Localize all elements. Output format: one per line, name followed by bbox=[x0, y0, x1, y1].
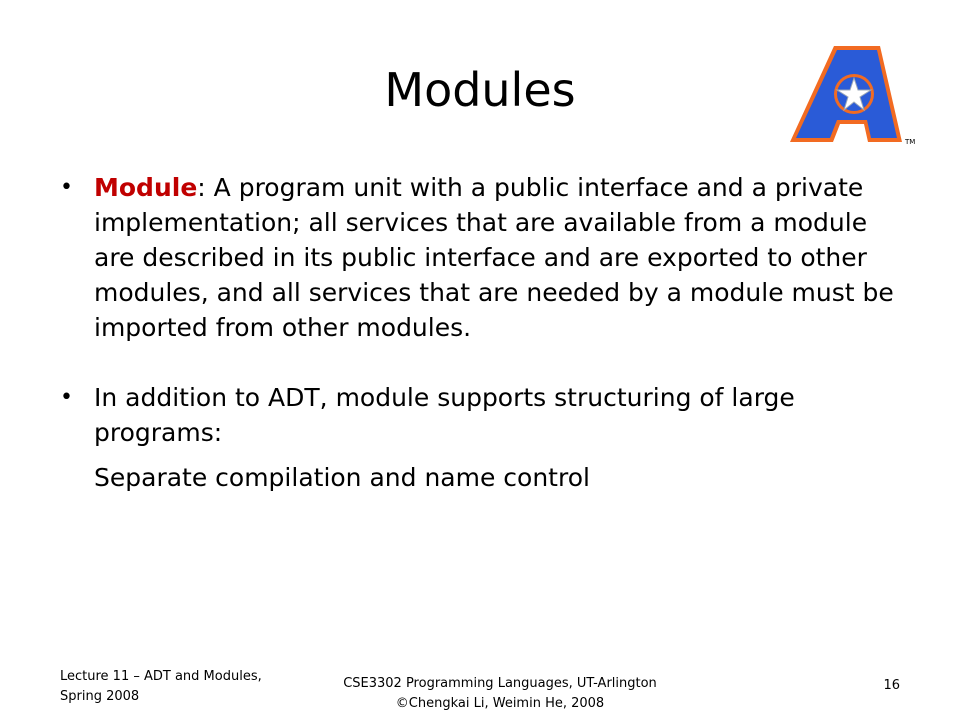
svg-text:TM: TM bbox=[905, 138, 916, 146]
page-number: 16 bbox=[883, 678, 900, 693]
bullet-text: : A program unit with a public interface and a private implementation; all services that are available from a module are described in its public interface and are exported to other modules, and all services that are needed by a module must be imported from other modules. bbox=[94, 173, 894, 342]
slide-title: Modules bbox=[384, 63, 576, 117]
footer-course bbox=[300, 674, 700, 714]
bullet-list bbox=[60, 170, 910, 495]
footer-lecture bbox=[60, 667, 290, 707]
university-a-star-logo-icon bbox=[782, 40, 928, 156]
footer-lecture-line2: Spring 2008 bbox=[60, 689, 140, 704]
footer-course-line2: ©Chengkai Li, Weimin He, 2008 bbox=[395, 696, 605, 711]
term-module: Module bbox=[94, 173, 198, 202]
bullet-text: In addition to ADT, module supports structuring of large programs: bbox=[94, 383, 795, 447]
bullet-subline: Separate compilation and name control bbox=[94, 463, 590, 492]
footer-course-line1: CSE3302 Programming Languages, UT-Arlington bbox=[343, 676, 657, 691]
bullet-dot-icon: • bbox=[60, 385, 73, 410]
bullet-dot-icon: • bbox=[60, 175, 73, 200]
footer-lecture-line1: Lecture 11 – ADT and Modules, bbox=[60, 669, 262, 684]
bullet-adt-structuring bbox=[60, 380, 910, 495]
bullet-module-definition bbox=[60, 170, 910, 345]
